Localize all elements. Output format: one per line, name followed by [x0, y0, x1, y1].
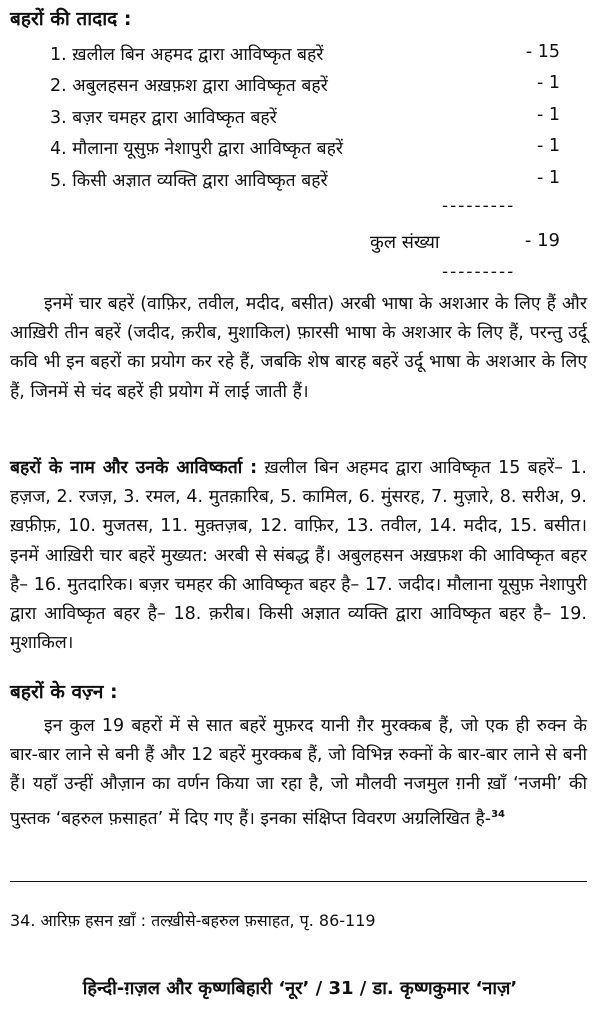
- list-item-count: - 1: [536, 168, 560, 188]
- list-item: [0, 40, 600, 70]
- page-footer: हिन्दी-ग़ज़ल और कृष्णबिहारी ‘नूर’ / 31 / डा. कृष्णकुमार ‘नाज़’: [82, 978, 518, 999]
- total-value: - 19: [524, 230, 560, 251]
- section-heading-count: बहरों की तादाद :: [10, 8, 132, 30]
- footnote-reference: 34: [491, 808, 505, 820]
- list-item: [0, 103, 600, 133]
- list-item-label: 5. किसी अज्ञात व्यक्ति द्वारा आविष्कृत बहरें: [50, 171, 328, 191]
- dash-separator-top: ---------: [442, 196, 516, 216]
- list-item-label: 4. मौलाना यूसुफ़ नेशापुरी द्वारा आविष्कृत बहरें: [50, 139, 344, 159]
- total-label: कुल संख्या: [370, 232, 440, 253]
- dash-separator-bottom: ---------: [442, 262, 516, 282]
- list-item: [0, 71, 600, 101]
- footnote: 34. आरिफ़ हसन ख़ाँ : तल्ख़ीसे-बहरुल फ़साहत, पृ. 86-119: [10, 911, 376, 930]
- paragraph-wazn: [10, 712, 587, 834]
- list-item-count: - 1: [536, 73, 560, 93]
- list-item-label: 3. बज़र चमहर द्वारा आविष्कृत बहरें: [50, 108, 277, 128]
- list-item-count: - 15: [525, 42, 560, 62]
- paragraph-bahr-names: [10, 454, 587, 658]
- list-item-label: 2. अबुलहसन अख़फ़श द्वारा आविष्कृत बहरें: [50, 76, 328, 96]
- section-heading-names: बहरों के नाम और उनके आविष्कर्ता :: [10, 458, 258, 478]
- footnote-divider: [10, 881, 587, 882]
- wazn-text: इन कुल 19 बहरों में से सात बहरें मुफ़रद यानी ग़ैर मुरक्कब हैं, जो एक ही रुक्न के बार-बार लाने से बनी हैं और 12 बहरें मुरक्कब हैं, जो विभिन्न रुक्नों के बार-बार लाने से बनी हैं। यहाँ उन्हीं औज़ान का वर्णन किया जा रहा है, जो मौलवी नजमुल ग़नी ख़ाँ ‘नजमी’ की पुस्तक ‘बहरुल फ़साहत’ में दिए गए हैं। इनका संक्षिप्त विवरण अग्रलिखित है-: [10, 716, 587, 829]
- list-item-count: - 1: [536, 136, 560, 156]
- paragraph-language-note: इनमें चार बहरें (वाफ़िर, तवील, मदीद, बसीत) अरबी भाषा के अशआर के लिए हैं और आख़िरी तीन बहरें (जदीद, क़रीब, मुशाकिल) फ़ारसी भाषा के अशआर के लिए हैं, परन्तु उर्दू कवि भी इन बहरों का प्रयोग कर रहे हैं, जबकि शेष बारह बहरें उर्दू भाषा के अशआर के लिए हैं, जिनमें से चंद बहरें ही प्रयोग में लाई जाती हैं।: [10, 294, 587, 402]
- list-item-label: 1. ख़लील बिन अहमद द्वारा आविष्कृत बहरें: [50, 45, 324, 65]
- list-item: [0, 134, 600, 164]
- list-item: [0, 166, 600, 196]
- bahr-names-text: ख़लील बिन अहमद द्वारा आविष्कृत 15 बहरें– 1. हज़ज, 2. रजज़, 3. रमल, 4. मुतक़ारिब, 5. कामिल, 6. मुंसरह, 7. मुज़ारे, 8. सरीअ, 9. ख़फ़ीफ़, 10. मुजतस, 11. मुक़्तज़ब, 12. वाफ़िर, 13. तवील, 14. मदीद, 15. बसीत। इनमें आख़िरी चार बहरें मुख्यत: अरबी से संबद्ध हैं। अबुलहसन अख़फ़श की आविष्कृत बहर है– 16. मुतदारिक। बज़र चमहर की आविष्कृत बहर है– 17. जदीद। मौलाना यूसुफ़ नेशापुरी द्वारा आविष्कृत बहर है– 18. क़रीब। किसी अज्ञात व्यक्ति द्वारा आविष्कृत बहर है– 19. मुशाकिल।: [10, 458, 587, 654]
- list-item-count: - 1: [536, 105, 560, 125]
- total-row: [0, 228, 600, 258]
- section-heading-wazn: बहरों के वज़्न :: [10, 681, 118, 703]
